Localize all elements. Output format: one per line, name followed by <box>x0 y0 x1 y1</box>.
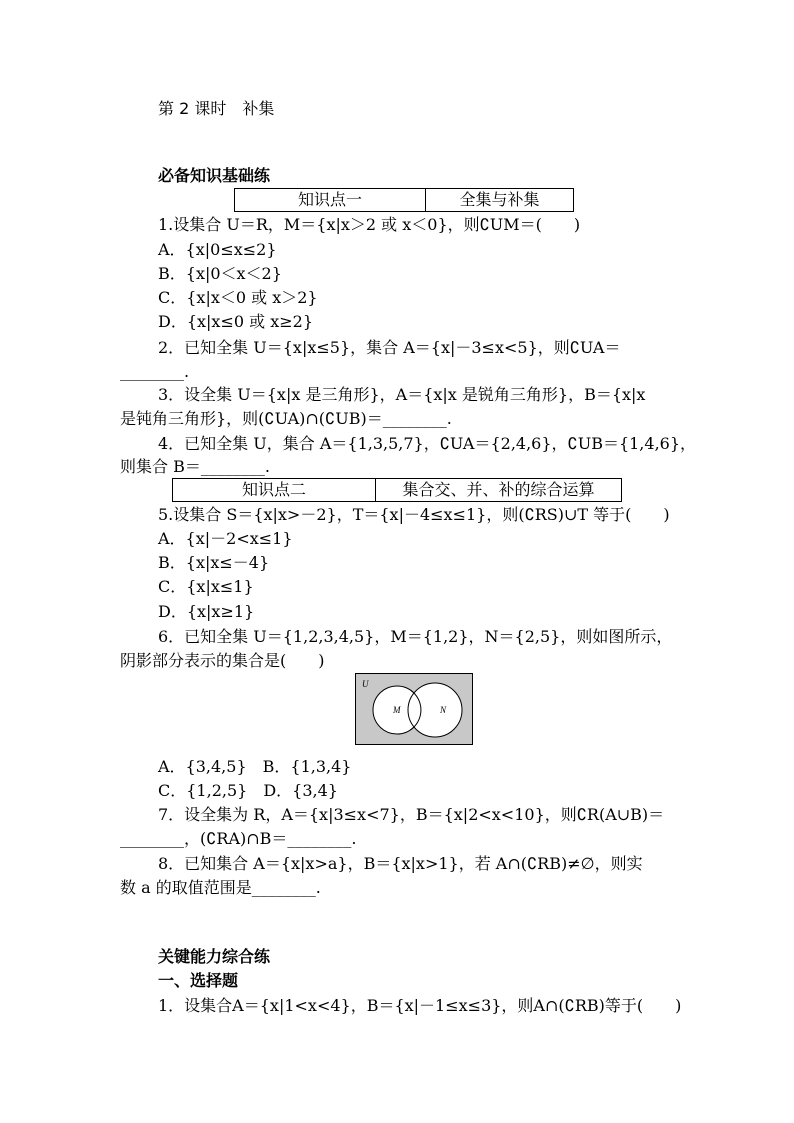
question-6-options-ab: A．{3,4,5} B．{1,3,4} <box>158 757 352 776</box>
question-5-option-c: C．{x|x≤1} <box>158 577 254 596</box>
question-7-line-1: 7．设全集为 R，A＝{x|3≤x<7}，B＝{x|2<x<10}，则∁R(A∪B)＝ <box>158 805 665 824</box>
section-2-question-1: 1．设集合A＝{x|1<x<4}，B＝{x|－1≤x≤3}，则A∩(∁RB)等于( ) <box>158 996 682 1015</box>
question-3-line-1: 3．设全集 U＝{x|x 是三角形}，A＝{x|x 是锐角三角形}，B＝{x|x <box>158 385 646 404</box>
question-1-option-a: A．{x|0≤x≤2} <box>158 240 277 259</box>
question-5-option-a: A．{x|－2<x≤1} <box>158 529 293 548</box>
question-3-line-2: 是钝角三角形}，则(∁UA)∩(∁UB)＝________. <box>120 409 452 428</box>
question-6-line-2: 阴影部分表示的集合是( ) <box>120 651 325 670</box>
set-n-circle <box>408 683 462 737</box>
section-title: 必备知识基础练 <box>158 166 271 185</box>
question-8-line-1: 8．已知集合 A＝{x|x>a}，B＝{x|x>1}，若 A∩(∁RB)≠∅，则实 <box>158 854 643 873</box>
knowledge-point-topic: 全集与补集 <box>426 189 574 212</box>
question-6-line-1: 6．已知全集 U＝{1,2,3,4,5}，M＝{1,2}，N＝{2,5}，则如图所示， <box>158 627 673 646</box>
question-6-options-cd: C．{1,2,5} D．{3,4} <box>158 781 338 800</box>
venn-m-label: M <box>393 705 401 715</box>
venn-universal-label: U <box>362 679 369 689</box>
question-1-option-d: D．{x|x≤0 或 x≥2} <box>158 312 313 331</box>
lesson-title: 第 2 课时 补集 <box>158 99 275 118</box>
knowledge-point-table-2 <box>172 478 622 502</box>
knowledge-point-label: 知识点一 <box>235 189 426 212</box>
question-5-option-b: B．{x|x≤－4} <box>158 553 270 572</box>
question-5-option-d: D．{x|x≥1} <box>158 602 255 621</box>
question-2-line-2: ________. <box>120 362 190 381</box>
venn-n-label: N <box>440 705 447 715</box>
knowledge-point-label: 知识点二 <box>173 479 376 502</box>
question-1-option-c: C．{x|x＜0 或 x＞2} <box>158 288 318 307</box>
question-4-line-1: 4．已知全集 U，集合 A＝{1,3,5,7}，∁UA＝{2,4,6}，∁UB＝{1,4,6}， <box>158 434 697 453</box>
question-1-stem: 1.设集合 U＝R，M＝{x|x＞2 或 x＜0}，则∁UM＝( ) <box>158 215 581 234</box>
question-7-line-2: ________，(∁RA)∩B＝________. <box>120 829 357 848</box>
section-title: 关键能力综合练 <box>158 947 271 966</box>
knowledge-point-table-1 <box>234 188 574 212</box>
question-8-line-2: 数 a 的取值范围是________. <box>120 878 321 897</box>
question-1-option-b: B．{x|0＜x＜2} <box>158 264 282 283</box>
knowledge-point-topic: 集合交、并、补的综合运算 <box>376 479 622 502</box>
question-5-stem: 5.设集合 S＝{x|x>－2}，T＝{x|－4≤x≤1}，则(∁RS)∪T 等于( ) <box>158 505 670 524</box>
venn-diagram <box>355 673 473 745</box>
question-2-line-1: 2．已知全集 U＝{x|x≤5}，集合 A＝{x|－3≤x<5}，则∁UA＝ <box>158 338 621 357</box>
question-4-line-2: 则集合 B＝________. <box>120 457 270 476</box>
part-title: 一、选择题 <box>158 971 239 990</box>
